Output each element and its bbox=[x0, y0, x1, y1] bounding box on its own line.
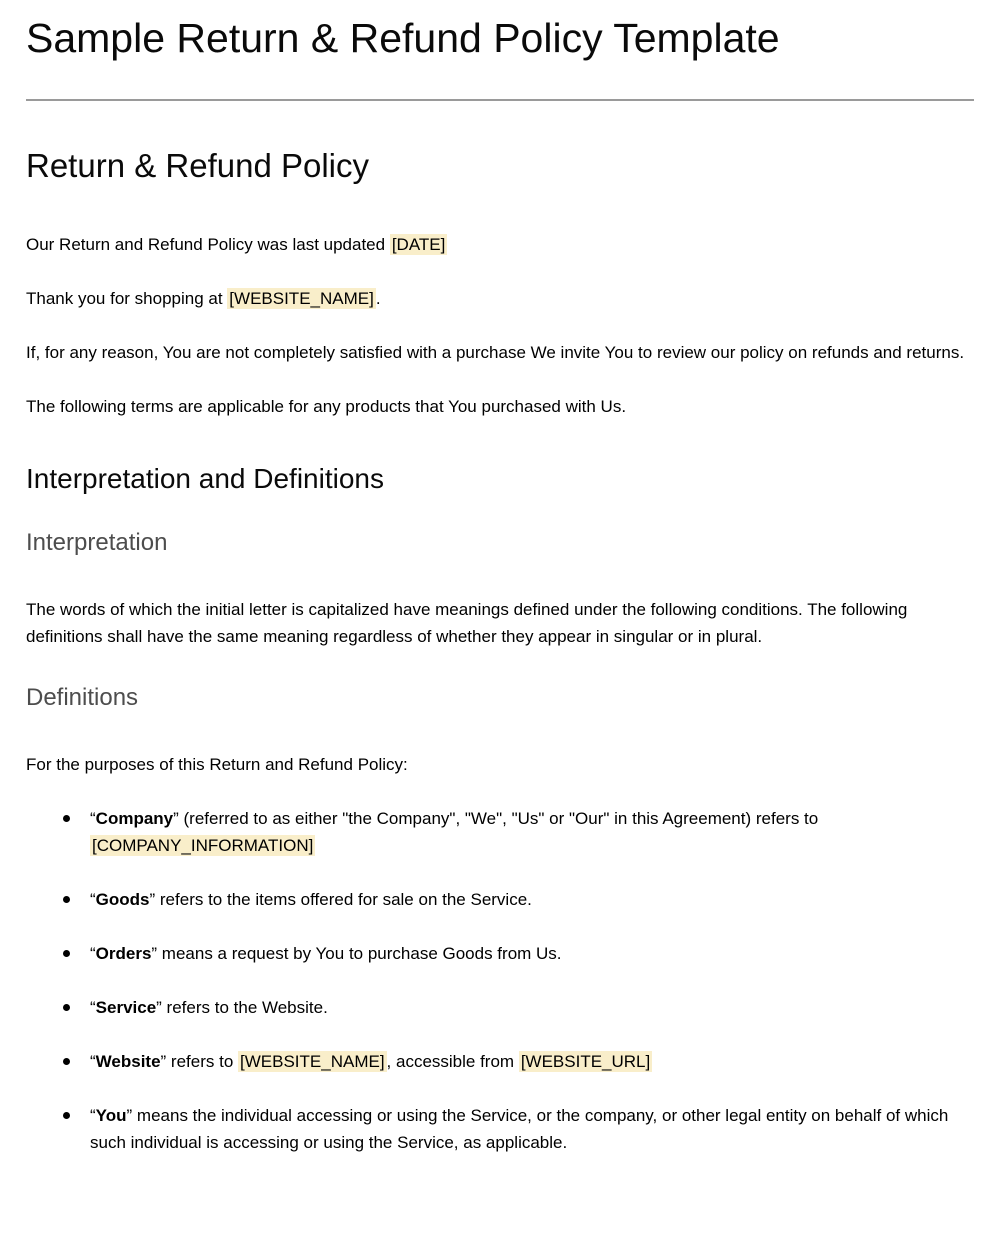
text-run: , accessible from bbox=[386, 1051, 519, 1071]
text-run: “ bbox=[90, 808, 96, 828]
paragraph-definitions-intro bbox=[26, 751, 974, 778]
placeholder-token: [DATE] bbox=[391, 234, 446, 254]
defined-term: Company bbox=[95, 808, 174, 828]
section-heading-interpretation-and-definitions: Interpretation and Definitions bbox=[26, 462, 384, 494]
policy-title: Return & Refund Policy bbox=[26, 147, 370, 185]
placeholder-token: [WEBSITE_URL] bbox=[520, 1051, 651, 1071]
definition-item-orders bbox=[90, 940, 974, 967]
definition-item-website bbox=[90, 1048, 974, 1075]
text-run: ” (referred to as either "the Company", "We", "Us" or "Our" in this Agreement) refers to bbox=[173, 808, 819, 828]
placeholder-token: [COMPANY_INFORMATION] bbox=[92, 835, 314, 855]
subsection-heading-definitions: Definitions bbox=[26, 684, 139, 712]
paragraph-interpretation-body bbox=[26, 596, 974, 650]
subsection-heading-interpretation: Interpretation bbox=[26, 529, 168, 557]
text-run: ” refers to bbox=[160, 1051, 239, 1071]
page-title: Sample Return & Refund Policy Template bbox=[26, 15, 780, 61]
paragraph-thank-you bbox=[26, 285, 974, 312]
text-run: ” means a request by You to purchase Goods from Us. bbox=[151, 943, 562, 963]
text-run: ” means the individual accessing or using the Service, or the company, or other legal entity on behalf of which such individual is accessing or using the Service, as applicable. bbox=[90, 1105, 949, 1152]
text-run: “ bbox=[90, 997, 96, 1017]
text-run: The words of which the initial letter is capitalized have meanings defined under the following conditions. The following definitions shall have the same meaning regardless of whether they appear in singular or in plural. bbox=[26, 600, 908, 647]
text-run: Our Return and Refund Policy was last updated bbox=[26, 234, 390, 254]
definition-item-goods bbox=[90, 886, 974, 913]
text-run: “ bbox=[90, 1105, 96, 1125]
text-run: “ bbox=[90, 889, 96, 909]
definition-item-you bbox=[90, 1102, 974, 1156]
text-run: ” refers to the Website. bbox=[156, 997, 328, 1017]
defined-term: You bbox=[95, 1105, 127, 1125]
definition-item-company bbox=[90, 805, 974, 859]
defined-term: Orders bbox=[95, 943, 152, 963]
paragraph-applicable-terms bbox=[26, 393, 974, 420]
text-run: The following terms are applicable for any products that You purchased with Us. bbox=[26, 396, 627, 416]
definition-item-service bbox=[90, 994, 974, 1021]
text-run: . bbox=[375, 288, 381, 308]
text-run: “ bbox=[90, 1051, 96, 1071]
defined-term: Website bbox=[95, 1051, 161, 1071]
paragraph-last-updated bbox=[26, 231, 974, 258]
defined-term: Goods bbox=[95, 889, 150, 909]
title-divider bbox=[26, 99, 974, 101]
placeholder-token: [WEBSITE_NAME] bbox=[229, 288, 374, 308]
definitions-list bbox=[26, 805, 974, 1156]
text-run: For the purposes of this Return and Refund Policy: bbox=[26, 754, 408, 774]
defined-term: Service bbox=[95, 997, 157, 1017]
text-run: If, for any reason, You are not completely satisfied with a purchase We invite You to review our policy on refunds and returns. bbox=[26, 342, 965, 362]
text-run: “ bbox=[90, 943, 96, 963]
text-run: ” refers to the items offered for sale on the Service. bbox=[149, 889, 532, 909]
document-page bbox=[0, 14, 1000, 1156]
paragraph-review-policy bbox=[26, 339, 974, 366]
placeholder-token: [WEBSITE_NAME] bbox=[240, 1051, 385, 1071]
text-run: Thank you for shopping at bbox=[26, 288, 228, 308]
